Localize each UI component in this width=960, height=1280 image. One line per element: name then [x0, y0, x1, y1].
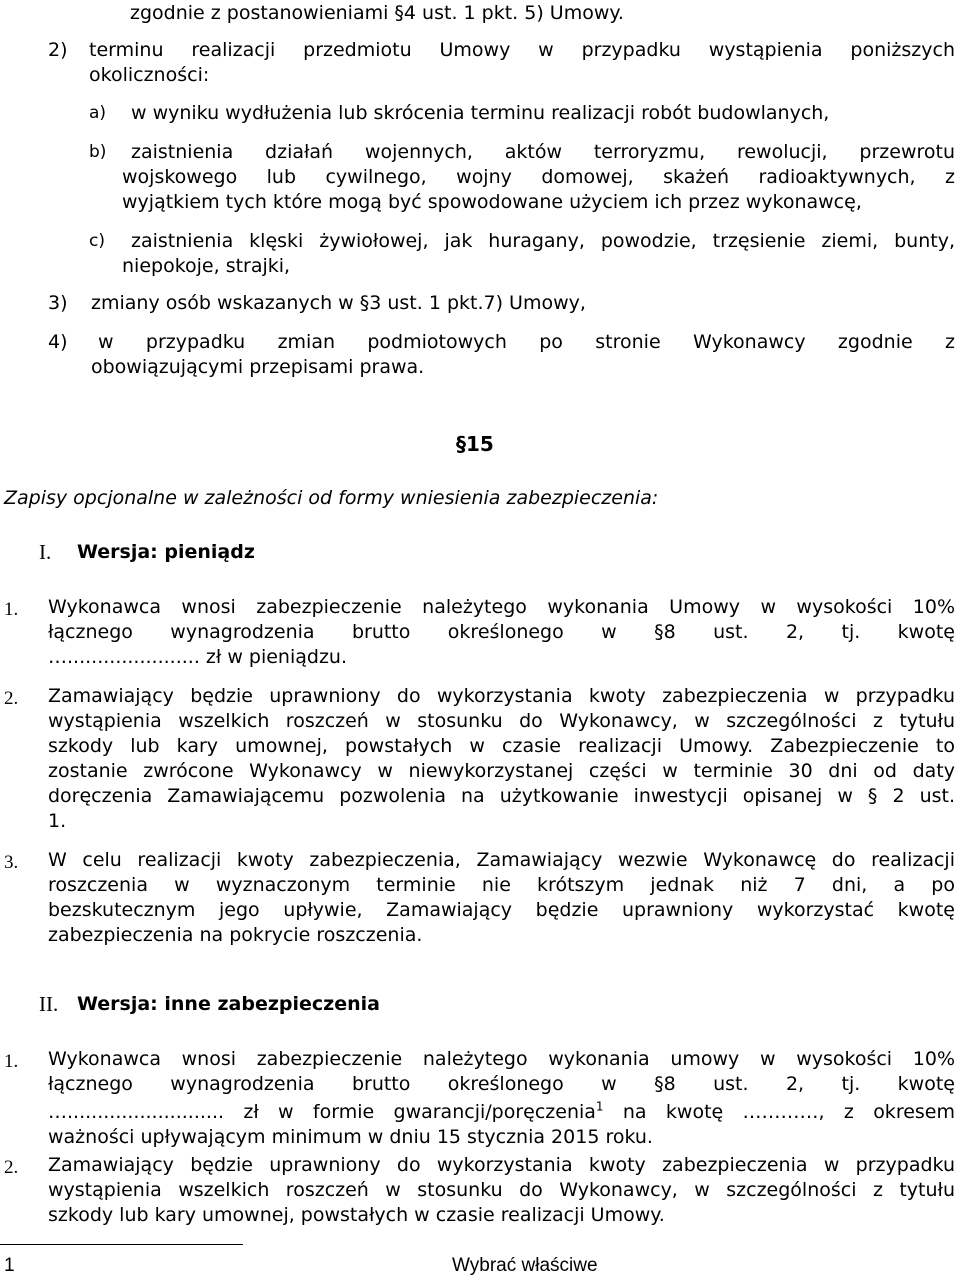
sub-item-text: zaistnienia klęski żywiołowej, jak huragany, powodzie, trzęsienie ziemi, bunty,	[131, 230, 955, 252]
paragraph-number: 1.	[4, 1051, 19, 1072]
paragraph-line: Zamawiający będzie uprawniony do wykorzystania kwoty zabezpieczenia w przypadku	[48, 1154, 955, 1176]
paragraph-line: szkody lub kary umownej, powstałych w czasie realizacji Umowy.	[48, 1204, 665, 1226]
item-text: terminu realizacji przedmiotu Umowy w przypadku wystąpienia poniższych	[89, 39, 955, 61]
sub-item-label: c)	[89, 231, 105, 251]
paragraph-line: doręczenia Zamawiającemu pozwolenia na użytkowanie inwestycji opisanej w § 2 ust.	[48, 785, 955, 807]
footnote-reference: 1	[595, 1099, 604, 1114]
paragraph-number: 2.	[4, 688, 19, 709]
amount-placeholder-text: ….......................... zł w formie gwarancji/poręczenia	[48, 1101, 596, 1123]
paragraph-number: 2.	[4, 1157, 19, 1178]
item-text: obowiązującymi przepisami prawa.	[91, 356, 425, 378]
paragraph-line: Wykonawca wnosi zabezpieczenie należytego wykonania umowy w wysokości 10%	[48, 1048, 955, 1070]
paragraph-line: szkody lub kary umownej, powstałych w czasie realizacji Umowy. Zabezpieczenie to	[48, 735, 955, 757]
footnote-text: Wybrać właściwe	[452, 1255, 598, 1276]
item-number: 4)	[48, 331, 68, 353]
sub-item-text: zaistnienia działań wojennych, aktów terroryzmu, rewolucji, przewrotu	[131, 141, 955, 163]
paragraph-line: łącznego wynagrodzenia brutto określonego w §8 ust. 2, tj. kwotę	[48, 621, 955, 643]
sub-item-text: niepokoje, strajki,	[122, 255, 291, 277]
item-text: zmiany osób wskazanych w §3 ust. 1 pkt.7) Umowy,	[91, 292, 586, 314]
paragraph-line: 1.	[48, 810, 67, 832]
paragraph-number: 1.	[4, 599, 19, 620]
paragraph-line	[48, 1100, 955, 1125]
paragraph-line: wystąpienia wszelkich roszczeń w stosunku do Wykonawcy, w szczególności z tytułu	[48, 1179, 955, 1201]
sub-item-label: b)	[89, 142, 107, 162]
continued-line: zgodnie z postanowieniami §4 ust. 1 pkt. 5) Umowy.	[130, 2, 624, 24]
paragraph-line: …...................... zł w pieniądzu.	[48, 646, 348, 668]
paragraph-line: W celu realizacji kwoty zabezpieczenia, Zamawiający wezwie Wykonawcę do realizacji	[48, 849, 955, 871]
footnote-divider	[0, 1244, 243, 1245]
footnote-number: 1	[4, 1255, 15, 1276]
sub-item-text: wojskowego lub cywilnego, wojny domowej, skażeń radioaktywnych, z	[122, 166, 955, 188]
sub-item-text: w wyniku wydłużenia lub skrócenia terminu realizacji robót budowlanych,	[131, 102, 830, 124]
paragraph-line: roszczenia w wyznaczonym terminie nie krótszym jednak niż 7 dni, a po	[48, 874, 955, 896]
section-subtitle: Zapisy opcjonalne w zależności od formy wniesienia zabezpieczenia:	[4, 487, 659, 509]
paragraph-line: zostanie zwrócone Wykonawcy w niewykorzystanej części w terminie 30 dni od daty	[48, 760, 955, 782]
paragraph-number: 3.	[4, 852, 19, 873]
item-text: w przypadku zmian podmiotowych po stronie Wykonawcy zgodnie z	[98, 331, 955, 353]
paragraph-line: wystąpienia wszelkich roszczeń w stosunku do Wykonawcy, w szczególności z tytułu	[48, 710, 955, 732]
paragraph-line: zabezpieczenia na pokrycie roszczenia.	[48, 924, 423, 946]
version-roman-numeral: I.	[39, 540, 52, 564]
item-number: 3)	[48, 292, 68, 314]
version-roman-numeral: II.	[39, 992, 59, 1016]
sub-item-text: wyjątkiem tych które mogą być spowodowane użyciem ich przez wykonawcę,	[122, 191, 862, 213]
version-title: Wersja: inne zabezpieczenia	[77, 993, 380, 1015]
item-number: 2)	[48, 39, 68, 61]
paragraph-line: Wykonawca wnosi zabezpieczenie należytego wykonania Umowy w wysokości 10%	[48, 596, 955, 618]
section-heading: §15	[456, 432, 494, 456]
sub-item-label: a)	[89, 103, 107, 123]
paragraph-line: Zamawiający będzie uprawniony do wykorzystania kwoty zabezpieczenia w przypadku	[48, 685, 955, 707]
paragraph-line: bezskutecznym jego upływie, Zamawiający będzie uprawniony wykorzystać kwotę	[48, 899, 955, 921]
item-text: okoliczności:	[89, 64, 210, 86]
paragraph-line: łącznego wynagrodzenia brutto określonego w §8 ust. 2, tj. kwotę	[48, 1073, 955, 1095]
amount-continued-text: na kwotę …………, z okresem	[603, 1101, 955, 1123]
paragraph-line: ważności upływającym minimum w dniu 15 stycznia 2015 roku.	[48, 1126, 653, 1148]
version-title: Wersja: pieniądz	[77, 541, 255, 563]
